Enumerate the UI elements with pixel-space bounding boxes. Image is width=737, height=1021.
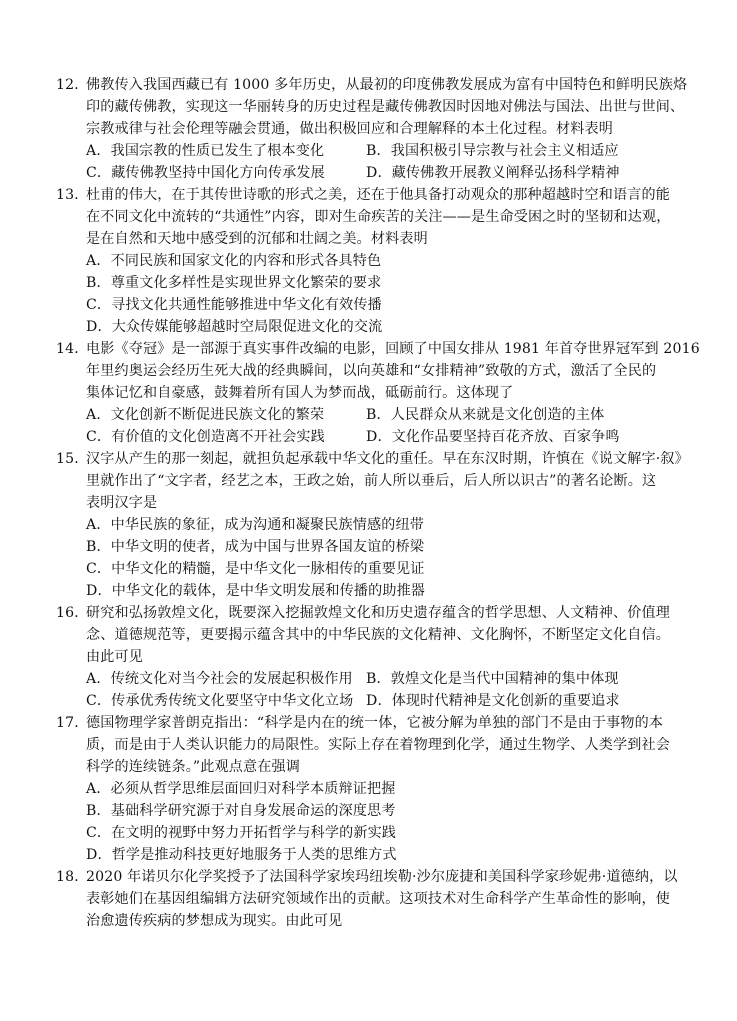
question-number: 16． — [56, 605, 89, 621]
stem-line: 质，而是由于人类认识能力的局限性。实际上存在着物理到化学，通过生物学、人类学到社会 — [86, 737, 670, 753]
option-c: C．寻找文化共通性能够推进中华文化有效传播 — [86, 297, 382, 313]
stem-line: 印的藏传佛教，实现这一华丽转身的历史过程是藏传佛教因时因地对佛法与国法、出世与世间、 — [86, 99, 685, 115]
question-stem — [86, 74, 696, 140]
option-a: A．传统文化对当今社会的发展起积极作用 — [86, 671, 353, 687]
stem-line: 汉字从产生的那一刻起，就担负起承载中华文化的重任。早在东汉时期，许慎在《说文解字·叙》 — [86, 451, 689, 467]
stem-line: 念、道德规范等，更要揭示蕴含其中的中华民族的文化精神、文化胸怀，不断坚定文化自信。 — [86, 627, 670, 643]
question-number: 18． — [56, 869, 89, 885]
option-c: C．藏传佛教坚持中国化方向传承发展 — [86, 165, 325, 181]
question-stem — [86, 602, 696, 668]
option-d: D．大众传媒能够超越时空局限促进文化的交流 — [86, 319, 383, 335]
option-b: B．尊重文化多样性是实现世界文化繁荣的要求 — [86, 275, 382, 291]
stem-line: 电影《夺冠》是一部源于真实事件改编的电影，回顾了中国女排从 1981 年首夺世界冠军到 2016 — [86, 341, 700, 357]
question-13 — [56, 184, 696, 338]
stem-line: 科学的连续链条。”此观点意在强调 — [86, 759, 300, 775]
option-b: B．我国积极引导宗教与社会主义相适应 — [366, 143, 619, 159]
question-15 — [56, 448, 696, 602]
question-stem — [86, 712, 696, 778]
option-b: B．敦煌文化是当代中国精神的集中体现 — [366, 671, 619, 687]
options-row — [86, 162, 696, 184]
stem-line: 是在自然和天地中感受到的沉郁和壮阔之美。材料表明 — [86, 231, 428, 247]
option-b: B．人民群众从来就是文化创造的主体 — [366, 407, 605, 423]
question-stem — [86, 448, 696, 514]
options-row — [86, 140, 696, 162]
option-a: A．文化创新不断促进民族文化的繁荣 — [86, 407, 325, 423]
question-18 — [56, 866, 696, 932]
question-number: 13． — [56, 187, 89, 203]
option-c: C．在文明的视野中努力开拓哲学与科学的新实践 — [86, 825, 397, 841]
stem-line: 治愈遗传疾病的梦想成为现实。由此可见 — [86, 913, 343, 929]
stem-line: 表明汉字是 — [86, 495, 158, 511]
question-stem — [86, 184, 696, 250]
options-row — [86, 404, 696, 426]
option-a: A．中华民族的象征，成为沟通和凝聚民族情感的纽带 — [86, 517, 424, 533]
options-row — [86, 690, 696, 712]
options-row — [86, 668, 696, 690]
question-number: 12． — [56, 77, 89, 93]
stem-line: 在不同文化中流转的“共通性”内容，即对生命疾苦的关注——是生命受困之时的坚韧和达观， — [86, 209, 671, 225]
stem-line: 杜甫的伟大，在于其传世诗歌的形式之美，还在于他具备打动观众的那种超越时空和语言的能 — [86, 187, 670, 203]
stem-line: 研究和弘扬敦煌文化，既要深入挖掘敦煌文化和历史遗存蕴含的哲学思想、人文精神、价值理 — [86, 605, 670, 621]
option-c: C．中华文化的精髓，是中华文化一脉相传的重要见证 — [86, 561, 425, 577]
option-d: D．体现时代精神是文化创新的重要追求 — [366, 693, 620, 709]
option-a: A．我国宗教的性质已发生了根本变化 — [86, 143, 325, 159]
option-c: C．有价值的文化创造离不开社会实践 — [86, 429, 325, 445]
stem-line: 表彰她们在基因组编辑方法研究领域作出的贡献。这项技术对生命科学产生革命性的影响，使 — [86, 891, 670, 907]
stem-line: 年里约奥运会经历生死大战的经典瞬间，以向英雄和“女排精神”致敬的方式，激活了全民的 — [86, 363, 657, 379]
stem-line: 2020 年诺贝尔化学奖授予了法国科学家埃玛纽埃勒·沙尔庞捷和美国科学家珍妮弗·道德纳，以 — [86, 869, 678, 885]
option-b: B．中华文明的使者，成为中国与世界各国友谊的桥梁 — [86, 539, 425, 555]
option-c: C．传承优秀传统文化要坚守中华文化立场 — [86, 693, 354, 709]
options-row — [86, 426, 696, 448]
stem-line: 里就作出了“文字者，经艺之本，王政之始，前人所以垂后，后人所以识古”的著名论断。这 — [86, 473, 657, 489]
question-14 — [56, 338, 700, 448]
stem-line: 德国物理学家普朗克指出：“科学是内在的统一体，它被分解为单独的部门不是由于事物的本 — [86, 715, 664, 731]
stem-line: 佛教传入我国西藏已有 1000 多年历史，从最初的印度佛教发展成为富有中国特色和鲜明民族烙 — [86, 77, 688, 93]
option-d: D．文化作品要坚持百花齐放、百家争鸣 — [366, 429, 620, 445]
stem-line: 宗教戒律与社会伦理等融会贯通，做出积极回应和合理解释的本土化过程。材料表明 — [86, 121, 614, 137]
stem-line: 集体记忆和自豪感，鼓舞着所有国人为梦而战，砥砺前行。这体现了 — [86, 385, 514, 401]
question-stem — [86, 338, 700, 404]
option-a: A．必须从哲学思维层面回归对科学本质辩证把握 — [86, 781, 396, 797]
question-17 — [56, 712, 696, 866]
question-number: 14． — [56, 341, 89, 357]
question-16 — [56, 602, 696, 712]
option-a: A．不同民族和国家文化的内容和形式各具特色 — [86, 253, 382, 269]
stem-line: 由此可见 — [86, 649, 143, 665]
question-12 — [56, 74, 696, 184]
option-d: D．哲学是推动科技更好地服务于人类的思维方式 — [86, 847, 397, 863]
question-number: 15． — [56, 451, 89, 467]
option-d: D．藏传佛教开展教义阐释弘扬科学精神 — [366, 165, 620, 181]
question-number: 17． — [56, 715, 89, 731]
option-d: D．中华文化的载体，是中华文明发展和传播的助推器 — [86, 583, 426, 599]
question-stem — [86, 866, 696, 932]
option-b: B．基础科学研究源于对自身发展命运的深度思考 — [86, 803, 396, 819]
